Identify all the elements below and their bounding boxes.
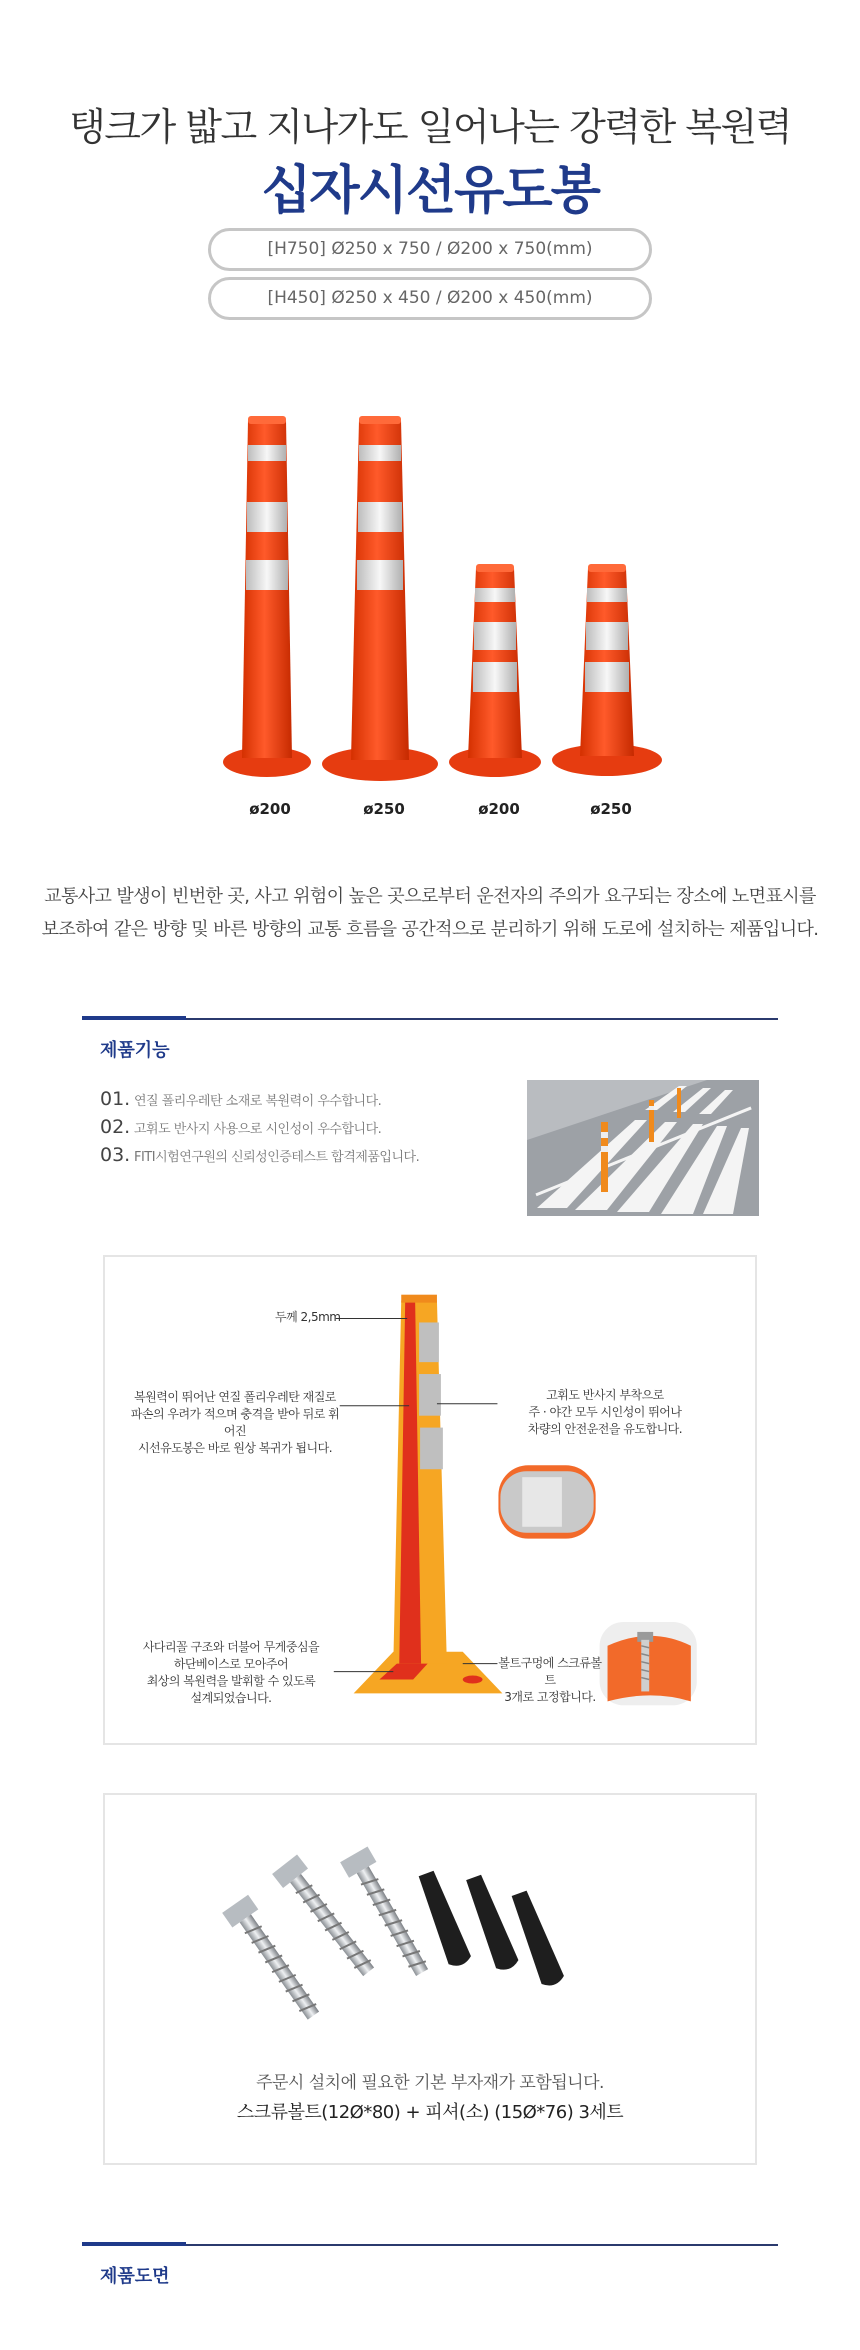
- intro-line: 보조하여 같은 방향 및 바른 방향의 교통 흐름을 공간적으로 분리하기 위해 도로에 설치하는 제품입니다.: [41, 919, 819, 940]
- size-label-3: ø200: [478, 800, 520, 818]
- feature-item: [100, 1116, 520, 1144]
- label-base: [125, 1639, 337, 1707]
- bollard-tall-250: [322, 416, 438, 781]
- structure-diagram-panel: [103, 1255, 757, 1745]
- label-line: 최상의 복원력을 발휘할 수 있도록: [146, 1674, 316, 1688]
- bolt-zoom: [600, 1622, 697, 1705]
- intro-paragraph: [0, 880, 860, 946]
- label-bolt: [495, 1655, 605, 1706]
- label-line: 3개로 고정합니다.: [504, 1690, 596, 1704]
- label-line: 차량의 안전운전을 유도합니다.: [527, 1422, 683, 1436]
- feature-item: [100, 1144, 520, 1172]
- section-title-features: 제품기능: [100, 1040, 170, 1061]
- label-restore: [129, 1389, 341, 1457]
- label-line: 주 · 야간 모두 시인성이 뛰어나: [528, 1405, 682, 1419]
- label-reflective: [505, 1387, 705, 1438]
- size-label-1: ø200: [249, 800, 291, 818]
- section-title-drawing: 제품도면: [100, 2266, 170, 2287]
- label-line: 고휘도 반사지 부착으로: [546, 1388, 664, 1402]
- reflective-sheet-zoom: [498, 1465, 595, 1538]
- bollard-short-200: [449, 564, 541, 777]
- bollard-short-250: [552, 564, 662, 776]
- label-line: 하단베이스로 모아주어: [173, 1657, 289, 1671]
- label-line: 시선유도봉은 바로 원상 복귀가 됩니다.: [137, 1441, 333, 1455]
- feature-number: 02.: [100, 1116, 131, 1138]
- hero-subtitle: 탱크가 밟고 지나가도 일어나는 강력한 복원력: [69, 105, 791, 149]
- size-label-4: ø250: [590, 800, 632, 818]
- label-line: 설계되었습니다.: [190, 1691, 272, 1705]
- feature-text: 고휘도 반사지 사용으로 시인성이 우수합니다.: [134, 1122, 382, 1137]
- feature-text: FITI시험연구원의 신뢰성인증테스트 합격제품입니다.: [134, 1150, 420, 1165]
- hero-title: 십자시선유도봉: [261, 161, 599, 221]
- size-label-2: ø250: [363, 800, 405, 818]
- feature-text: 연질 폴리우레탄 소재로 복원력이 우수합니다.: [134, 1094, 382, 1109]
- feature-number: 03.: [100, 1144, 131, 1166]
- bollard-tall-200: [223, 416, 311, 777]
- spec-pill-h750: [H750] Ø250 x 750 / Ø200 x 750(mm): [208, 228, 652, 271]
- feature-item: [100, 1088, 520, 1116]
- label-line: 볼트구멍에 스크류볼트: [498, 1656, 602, 1687]
- label-line: 복원력이 뛰어난 연질 폴리우레탄 재질로: [134, 1390, 336, 1404]
- spec-pill-h450: [H450] Ø250 x 450 / Ø200 x 450(mm): [208, 277, 652, 320]
- accessories-spec: 스크류볼트(12Ø*80) + 피셔(소) (15Ø*76) 3세트: [236, 2102, 624, 2123]
- section-divider: [82, 2244, 778, 2246]
- feature-list: [100, 1088, 520, 1172]
- bollard-product-image: [0, 400, 860, 820]
- label-thickness: 두께 2,5mm: [275, 1310, 341, 1324]
- label-line: 사다리꼴 구조와 더불어 무게중심을: [142, 1640, 320, 1654]
- label-line: 파손의 우려가 적으며 충격을 받아 뒤로 휘어진: [130, 1407, 340, 1438]
- accessories-note: 주문시 설치에 필요한 기본 부자재가 포함됩니다.: [256, 2073, 604, 2093]
- feature-number: 01.: [100, 1088, 131, 1110]
- section-divider: [82, 1018, 778, 1020]
- road-installation-photo: [527, 1080, 759, 1216]
- intro-line: 교통사고 발생이 빈번한 곳, 사고 위험이 높은 곳으로부터 운전자의 주의가 요구되는 장소에 노면표시를: [44, 886, 816, 907]
